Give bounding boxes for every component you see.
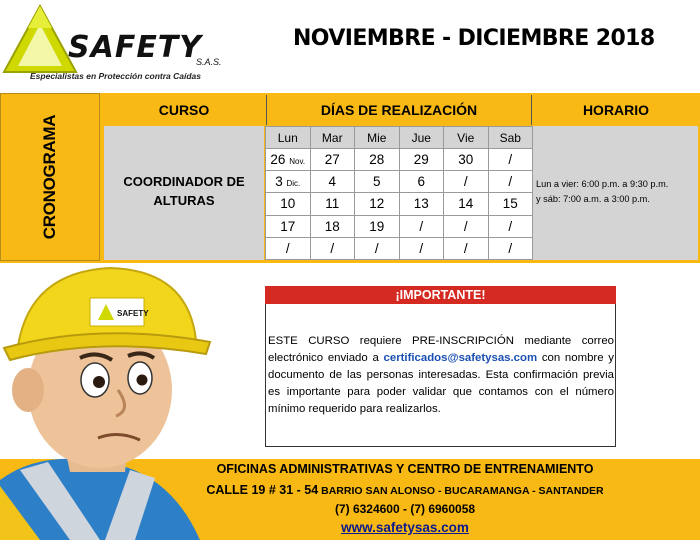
side-label: CRONOGRAMA: [40, 114, 59, 240]
day-cell: [399, 215, 444, 237]
day-cell: [310, 237, 355, 259]
day-number: 4: [328, 174, 336, 190]
day-cell: [444, 237, 489, 259]
day-cell: [355, 193, 400, 215]
day-cell: [488, 215, 533, 237]
day-cell: [488, 171, 533, 193]
day-cell: [310, 215, 355, 237]
weekday-header: Mar: [310, 127, 355, 149]
day-cell: [444, 149, 489, 171]
day-number: 10: [280, 196, 296, 212]
day-number: 15: [502, 196, 518, 212]
day-number: 28: [369, 152, 385, 168]
day-cell: [310, 171, 355, 193]
day-cell: [488, 193, 533, 215]
day-number: /: [285, 240, 290, 256]
footer-offices: OFICINAS ADMINISTRATIVAS Y CENTRO DE ENTRENAMIENTO: [216, 462, 594, 476]
day-number: 11: [325, 196, 340, 212]
day-cell: [266, 193, 311, 215]
day-number: 17: [280, 218, 296, 234]
schedule-line-weekdays: Lun a vier: 6:00 p.m. a 9:30 p.m.: [536, 179, 669, 189]
day-cell: [444, 171, 489, 193]
weekday-header: Lun: [266, 127, 311, 149]
day-number: /: [419, 218, 424, 234]
email-link[interactable]: certificados@safetysas.com: [383, 352, 538, 364]
day-cell: [266, 237, 311, 259]
important-text-after: con nombre y documento de las personas interesadas. Esta confirmación previa es importante para poder validar que contamos con el número mínimo requerido para realizarlos.: [268, 352, 614, 415]
days-row: [266, 215, 533, 237]
day-number: /: [508, 152, 513, 168]
day-number: /: [508, 240, 513, 256]
schedule-text: [536, 177, 698, 207]
header-horario: HORARIO: [534, 95, 698, 125]
day-number: 14: [458, 196, 474, 212]
month-abbrev: Dic.: [286, 179, 301, 189]
day-number: /: [463, 174, 468, 190]
day-number: 29: [413, 152, 429, 168]
important-heading: ¡IMPORTANTE!: [265, 286, 616, 304]
header-dias: DÍAS DE REALIZACIÓN: [266, 95, 532, 125]
day-number: /: [374, 240, 379, 256]
days-row: [266, 149, 533, 171]
day-number: /: [463, 218, 468, 234]
worker-illustration: [0, 250, 225, 540]
days-row: [266, 237, 533, 259]
weekday-header: Sab: [488, 127, 533, 149]
day-cell: [266, 171, 311, 193]
helmet-logo-text: SAFETY: [117, 309, 149, 318]
day-cell: [399, 193, 444, 215]
day-number: 19: [369, 218, 385, 234]
day-number: 27: [324, 152, 340, 168]
day-cell: [488, 237, 533, 259]
day-cell: [310, 149, 355, 171]
day-number: 13: [413, 196, 429, 212]
day-number: /: [330, 240, 335, 256]
month-abbrev: Nov.: [289, 157, 306, 167]
weekday-header: Mie: [355, 127, 400, 149]
day-cell: [355, 171, 400, 193]
logo-tagline: Especialistas en Protección contra Caídas: [30, 71, 202, 81]
important-text-before: ESTE CURSO requiere PRE-INSCRIPCIÓN mediante correo electrónico enviado a: [268, 335, 614, 364]
day-number: /: [508, 218, 513, 234]
website-link[interactable]: www.safetysas.com: [341, 520, 469, 535]
weekday-header: Jue: [399, 127, 444, 149]
worker-ear: [12, 368, 44, 412]
day-cell: [444, 193, 489, 215]
logo-wordmark: SAFETY: [68, 30, 202, 65]
important-text: [268, 333, 614, 418]
day-cell: [266, 149, 311, 171]
day-number: 6: [417, 174, 425, 190]
days-row: [266, 171, 533, 193]
weekday-row: [266, 127, 533, 149]
day-number: 18: [324, 218, 340, 234]
day-cell: [488, 149, 533, 171]
header-curso: CURSO: [104, 95, 264, 125]
day-cell: [399, 171, 444, 193]
schedule-line-saturday: y sáb: 7:00 a.m. a 3:00 p.m.: [536, 194, 650, 204]
day-number: 3: [275, 174, 283, 190]
day-cell: [310, 193, 355, 215]
day-number: 5: [372, 174, 381, 190]
day-number: /: [419, 240, 424, 256]
day-cell: [399, 237, 444, 259]
day-cell: [355, 237, 400, 259]
weekday-header: Vie: [444, 127, 489, 149]
logo-suffix: S.A.S.: [196, 57, 222, 67]
day-cell: [355, 215, 400, 237]
day-cell: [355, 149, 400, 171]
days-table: [265, 126, 533, 260]
days-row: [266, 193, 533, 215]
day-number: /: [463, 240, 468, 256]
day-number: 30: [458, 152, 474, 168]
day-cell: [399, 149, 444, 171]
safety-logo: [0, 0, 260, 88]
day-cell: [266, 215, 311, 237]
day-number: /: [508, 174, 513, 190]
day-number: 26: [270, 152, 286, 168]
day-cell: [444, 215, 489, 237]
footer-address-street: CALLE 19 # 31 - 54: [206, 483, 319, 497]
footer-phones: (7) 6324600 - (7) 6960058: [334, 502, 476, 516]
footer-address-city: BARRIO SAN ALONSO - BUCARAMANGA - SANTANDER: [318, 485, 604, 497]
page-title: NOVIEMBRE - DICIEMBRE 2018: [293, 26, 655, 51]
day-number: 12: [369, 196, 385, 212]
course-name: COORDINADOR DE ALTURAS: [123, 174, 245, 208]
